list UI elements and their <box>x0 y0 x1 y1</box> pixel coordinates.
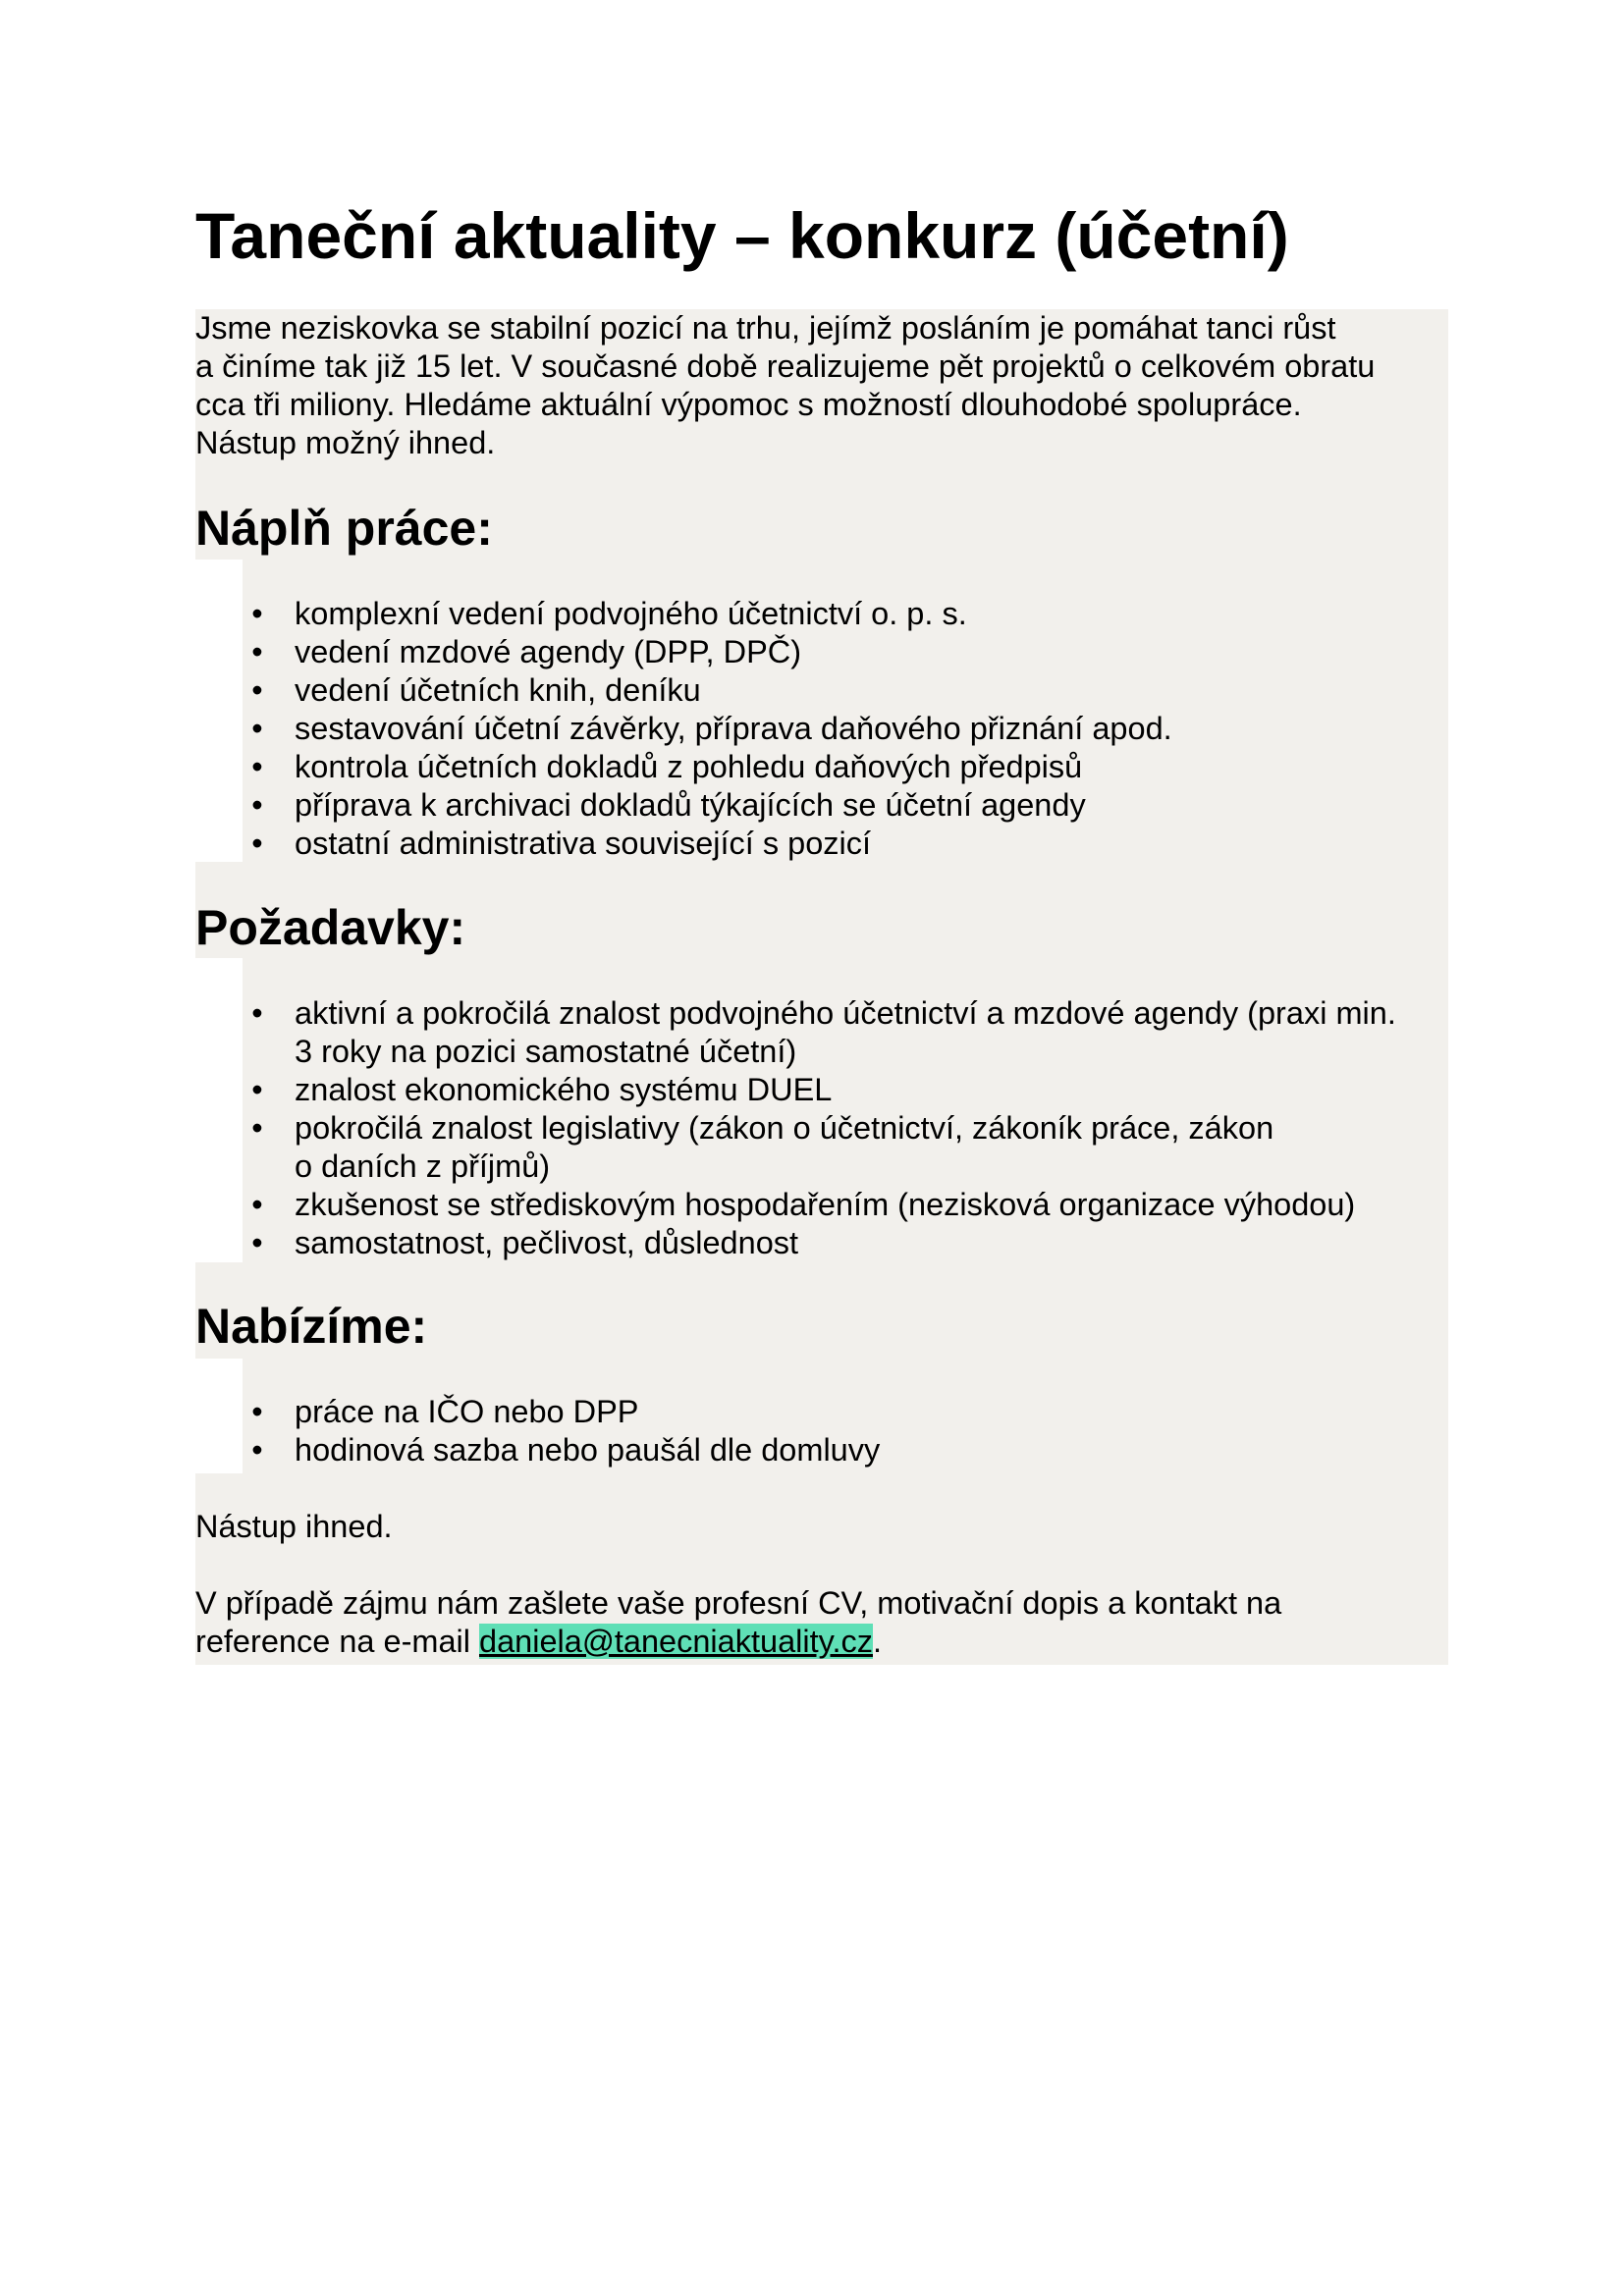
bullet-icon: • <box>251 749 263 784</box>
bullet-icon: • <box>251 1394 263 1429</box>
bullet-icon: • <box>251 672 263 708</box>
list-item: • vedení mzdové agendy (DPP, DPČ) <box>0 633 1172 671</box>
bullet-icon: • <box>251 596 263 631</box>
bullet-icon: • <box>251 1072 263 1107</box>
intro-line: a činíme tak již 15 let. V současné době realizujeme pět projektů o celkovém obratu <box>195 348 1376 384</box>
contact-line-2: reference na e-mail daniela@tanecniaktuality.cz. <box>195 1624 883 1659</box>
list-item: • vedení účetních knih, deníku <box>0 671 1172 710</box>
offer-list <box>0 1393 880 1469</box>
list-item: • aktivní a pokročilá znalost podvojného účetnictví a mzdové agendy (praxi min. 3 roky na pozici samostatné účetní) <box>0 994 1396 1071</box>
bullet-icon: • <box>251 1432 263 1468</box>
intro-line: Nástup možný ihned. <box>195 425 496 460</box>
bullet-icon: • <box>251 826 263 861</box>
page-title: Taneční aktuality – konkurz (účetní) <box>195 199 1289 272</box>
list-item: • hodinová sazba nebo paušál dle domluvy <box>0 1431 880 1469</box>
bullet-icon: • <box>251 1225 263 1260</box>
duties-heading: Náplň práce: <box>195 501 493 556</box>
list-item: • zkušenost se střediskovým hospodařením (nezisková organizace výhodou) <box>0 1186 1396 1224</box>
intro-line: cca tři miliony. Hledáme aktuální výpomoc s možností dlouhodobé spolupráce. <box>195 387 1302 422</box>
requirements-heading: Požadavky: <box>195 900 466 955</box>
bullet-icon: • <box>251 1110 263 1146</box>
list-item: • znalost ekonomického systému DUEL <box>0 1071 1396 1109</box>
requirements-list <box>0 994 1396 1262</box>
bullet-icon: • <box>251 634 263 669</box>
list-item: • samostatnost, pečlivost, důslednost <box>0 1224 1396 1262</box>
list-item: • sestavování účetní závěrky, příprava daňového přiznání apod. <box>0 710 1172 748</box>
bullet-icon: • <box>251 1187 263 1222</box>
contact-line-1: V případě zájmu nám zašlete vaše profesní CV, motivační dopis a kontakt na <box>195 1585 1282 1621</box>
list-item: • ostatní administrativa související s pozicí <box>0 825 1172 863</box>
list-item: • příprava k archivaci dokladů týkajících se účetní agendy <box>0 786 1172 825</box>
bullet-icon: • <box>251 711 263 746</box>
offer-heading: Nabízíme: <box>195 1299 428 1354</box>
email-link[interactable]: daniela@tanecniaktuality.cz <box>479 1624 873 1659</box>
list-item: • práce na IČO nebo DPP <box>0 1393 880 1431</box>
start-note: Nástup ihned. <box>195 1509 393 1544</box>
list-item: • pokročilá znalost legislativy (zákon o účetnictví, zákoník práce, zákon o daních z příjmů) <box>0 1109 1396 1186</box>
bullet-icon: • <box>251 995 263 1031</box>
bullet-icon: • <box>251 787 263 823</box>
list-item: • kontrola účetních dokladů z pohledu daňových předpisů <box>0 748 1172 786</box>
list-item: • komplexní vedení podvojného účetnictví o. p. s. <box>0 595 1172 633</box>
intro-line: Jsme neziskovka se stabilní pozicí na trhu, jejímž posláním je pomáhat tanci růst <box>195 310 1336 346</box>
duties-list <box>0 595 1172 863</box>
